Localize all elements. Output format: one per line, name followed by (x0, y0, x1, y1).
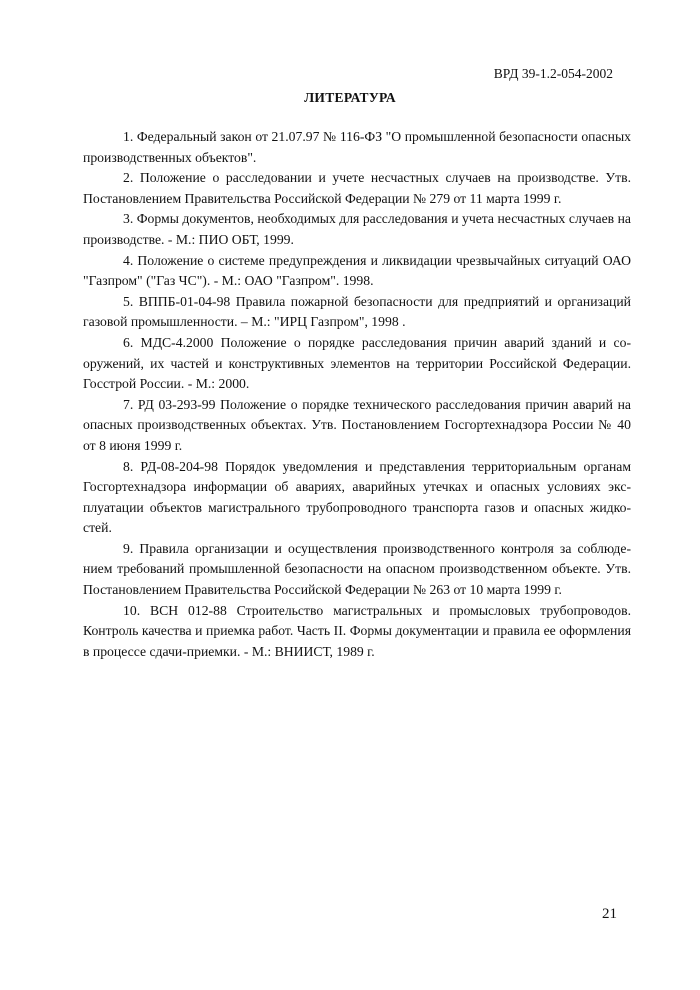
reference-item-8: 8. РД-08-204-98 Порядок уведомления и представления территориальным органам Госгортехнадзора информации об авариях, аварийных утечках и опасных условиях эксплуатации объектов магистрального трубопроводного транспорта газов и опасных жидкостей. (83, 458, 631, 536)
reference-item-5: 5. ВППБ-01-04-98 Правила пожарной безопасности для предприятий и организаций газовой промышленности. – М.: "ИРЦ Газпром", 1998 . (83, 293, 631, 330)
reference-item-1: 1. Федеральный закон от 21.07.97 № 116-ФЗ "О промышленной безопасности опасных производственных объектов". (83, 129, 631, 165)
reference-item-6: 6. МДС-4.2000 Положение о порядке расследования причин аварий зданий и сооружений, их частей и конструктивных элементов на территории Российской Федерации. Госстрой России. - М.: 2000. (83, 334, 631, 392)
reference-item-10: 10. ВСН 012-88 Строительство магистральных и промысловых трубопроводов. Контроль качества и приемка работ. Часть II. Формы документации и правила ее оформления в процессе сдачи-приемки. - М.: ВНИИСТ, 1989 г. (83, 602, 631, 659)
reference-list (83, 127, 631, 662)
reference-item-3: 3. Формы документов, необходимых для расследования и учета несчастных случаев на производстве. - М.: ПИО ОБТ, 1999. (83, 211, 631, 247)
page-title: ЛИТЕРАТУРА (304, 90, 396, 105)
reference-item-7: 7. РД 03-293-99 Положение о порядке технического расследования причин аварий на опасных производственных объектах. Утв. Постановлением Госгортехнадзора России № 40 от 8 июня 1999 г. (83, 396, 631, 453)
reference-item-9: 9. Правила организации и осуществления производственного контроля за соблюдением требований промышленной безопасности на опасном производственном объекте. Утв. Постановлением Правительства Российской Федерации № 263 от 10 марта 1999 г. (83, 540, 631, 598)
page-number: 21 (602, 906, 617, 922)
reference-item-4: 4. Положение о системе предупреждения и ликвидации чрезвычайных ситуаций ОАО "Газпром" ("Газ ЧС"). - М.: ОАО "Газпром". 1998. (83, 252, 631, 289)
reference-item-2: 2. Положение о расследовании и учете несчастных случаев на производстве. Утв. Постановлением Правительства Российской Федерации № 279 от 11 марта 1999 г. (83, 170, 631, 206)
document-code: ВРД 39-1.2-054-2002 (493, 66, 613, 81)
